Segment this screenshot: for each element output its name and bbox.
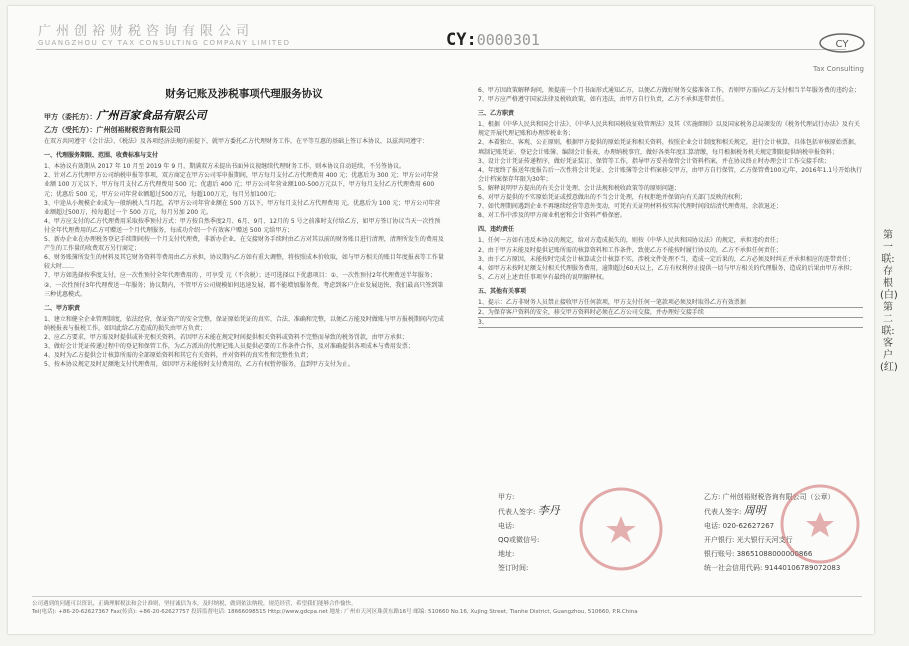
- clause-1-2: 2、针对乙方代理甲方公司纳税申报等事项，双方商定在甲方公司零申报期间，甲方每月支付乙方代理费用 400 元；优惠后为 300 元；甲方公司年营业额 100 万元以下，甲方每月支付乙方代理费用 500 元；优惠后 400 元；甲方公司年营业额100-500万元以下，甲方每月支付乙方代理费用 600 元；优惠后 500 元，甲方公司年营业额超过500万元，每超100万元，每月另加100元；: [44, 172, 439, 198]
- party-b-sign-label: 乙方: 广州创裕财税咨询有限公司（公章）: [704, 493, 835, 501]
- clause-4-5: 5、乙方对上述责任事项享有最终的说明解释权。: [478, 273, 608, 281]
- party-a-sign-label: 甲方:: [498, 493, 515, 501]
- svg-text:CY: CY: [835, 39, 849, 50]
- left-column: [44, 90, 444, 369]
- clause-3-3: 3、设计会计凭证传递程序，做好凭证装订、保管等工作，指导甲方妥善保管会计资料档案，并在协议终止时办理会计工作交接手续；: [478, 157, 830, 165]
- right-column: [478, 86, 863, 328]
- copy-designation: 第一联:存根(白) 第二联:客户(红): [880, 230, 898, 373]
- clause-3-6: 6、对甲方提供的不实原始凭证或授意做出的不当会计处理，有权拒绝并保留向有关部门反映的权利；: [478, 194, 746, 202]
- party-b-phone: 电话: 020-62627267: [704, 522, 775, 530]
- party-a-signature: 李丹: [537, 504, 560, 517]
- company-logo-icon: [816, 32, 868, 54]
- party-a-red-seal-icon: [576, 484, 666, 574]
- company-name-en: GUANGZHOU CY TAX CONSULTING COMPANY LIMITED: [38, 39, 291, 47]
- clause-3-4: 4、年度终了报送年度报告后一次性将会计凭证、会计账簿等会计档案移交甲方，由甲方自行保管，乙方保管费100元/年，2016年1.1号开始执行会计档案保存年限为30年；: [478, 166, 863, 183]
- clause-1-5: 5、新办企业在办理税务登记手续期间按一个月支付代理费，非新办企业，在交接财务手续时由乙方对其以前的财务账目进行清理，清理所发生的费用及产生的工作量的收费双方另行商定；: [44, 236, 444, 253]
- serial-prefix: CY:: [446, 30, 477, 50]
- party-b-line: [44, 124, 444, 137]
- party-b-rep-text: 代表人签字:: [704, 508, 742, 516]
- section-2-title: 二、甲方职责: [44, 304, 81, 312]
- clause-3-8: 8、对工作中涉及的甲方商业机密和会计资料严格保密。: [478, 212, 626, 220]
- party-a-date-label: 签订时间:: [498, 564, 529, 572]
- document-title: 财务记账及涉税事项代理服务协议: [165, 88, 323, 100]
- clause-5-1: 1、提示：乙方非财务人员禁止接收甲方任何款项，甲方支付任何一笔款项必须及时取得乙方有效票据: [478, 298, 863, 308]
- party-b-bank: 开户银行: 光大银行天河支行: [704, 536, 793, 544]
- party-a-phone-label: 电话:: [498, 522, 515, 530]
- section-1-title: 一、代理服务期限、范围、收费标准与支付: [44, 152, 159, 160]
- clause-2-5: 5、按本协议规定及时足额地支付代理费用，如因甲方未能按时支付费用的，乙方有权暂停服务，直到甲方支付为止。: [44, 361, 354, 369]
- clause-4-4: 4、如甲方未按时足额支付相关代理服务费用，逾期超过60天以上，乙方有权利停止提供一切与甲方相关的代理服务，造成的后果由甲方承担；: [478, 264, 856, 272]
- party-b-red-seal-icon: [778, 482, 862, 566]
- section-4-title: 四、违约责任: [478, 226, 515, 234]
- clause-2-6: 6、甲方因政策解释询问，须提前一个月书面形式通知乙方，以便乙方做好财务交接准备工作，否则甲方需向乙方支付相当半年服务费的违约金；: [478, 87, 860, 94]
- party-b-tax-id: 统一社会信用代码: 91440106789072083: [704, 564, 841, 572]
- company-name-cn: 广州创裕财税咨询有限公司: [38, 24, 255, 39]
- intro-paragraph: 在双方共同遵守《会计法》、《税法》及各项经济法规的前提下，就甲方委托乙方代理财务工作，在平等互惠的基础上签订本协议，以兹共同遵守：: [44, 138, 429, 146]
- footer: [32, 596, 862, 616]
- party-b-name: 广州创裕财税咨询有限公司: [96, 126, 181, 135]
- footer-contact: Tel(电话): +86-20-62627367 Fax(传真): +86-20-62627757 投诉监督电话: 18666098515 Http://www.gdcpa.net 地址: 广州市天河区珠黄东路16号 邮编: 510660 No.16, Xujing Street, Tianhe District, Guangzhou, 510660, P.R.China: [32, 609, 638, 615]
- clause-3-5: 5、解释说明甲方提出的有关会计处理、会计法规和税收政策等的原则问题；: [478, 184, 680, 192]
- clause-3-2: 2、本着独立、客观、公正原则，根据甲方提供的原始凭证和相关资料，按照企业会计制度和相关规定，进行会计核算，具体包括审核原始票据、填制记账凭证、登记会计账簿、编制会计报表，办理纳税事宜，做好各类年度汇算清缴，每月根据税务机关规定期限提供纳税申报资料；: [478, 139, 860, 156]
- section-3-title: 三、乙方职责: [478, 110, 515, 118]
- clause-4-2: 2、由于甲方未能及时提供记账所需的核算资料和工作条件，致使乙方不能按时履行协议的，乙方不承担任何责任；: [478, 246, 782, 254]
- clause-2-3: 3、做好会计凭证传递过程中的登记和保管工作，为乙方派出的代理记账人员提供必要的工作条件合作，及对准确提供各项成本与费用发票；: [44, 343, 414, 351]
- clause-5-2: 2、为保存客户资料的安全，移交甲方资料时必须在乙方公司交接，并办理好交接手续: [478, 308, 863, 318]
- party-a-line: [44, 109, 444, 124]
- clause-4-1: 1、任何一方如有违反本协议的规定，给对方造成损失的，则按《中华人民共和国协议法》的规定，承担违约责任；: [478, 237, 782, 245]
- party-a-address-label: 地址:: [498, 550, 515, 558]
- agreement-sheet: [8, 6, 874, 634]
- party-a-name: 广州百家食品有限公司: [96, 109, 207, 123]
- clause-2-1: 1、建立和健全企业管理制度，依法经营，保证资产的安全完整，保证原始凭证的真实、合法、准确和完整，以便乙方能及时做账与甲方报税期间内完成纳税报表与报税工作，如因此给乙方造成的损失由甲方负责；: [44, 315, 444, 332]
- clause-3-1: 1、根据《中华人民共和国会计法》、《中华人民共和国税收征收管理法》及其《实施细则》以及国家税务总局颁发的《税务代理试行办法》及有关规定开展代理记账和办理涉税业务；: [478, 121, 860, 138]
- clause-1-7: 7、甲方如选择按季度支付，应一次性预付全年代理费用的 ，可享受 元（不含税）；还可选择以下优惠项目：①、一次性预付2年代理费送半年服务；②、一次性预付3年代理费送一年服务；协议期内，不管甲方公司规模如何迅速发展，都不能增加服务费。考虑到客户企业发展迅快，我们最高只签到第三种优惠模式。: [44, 272, 444, 298]
- party-b-label: 乙方（受托方）：: [44, 126, 97, 135]
- clause-2-2: 2、应乙方要求，甲方需及时提供或补充相关资料，若因甲方未能在规定时间提供相关资料或资料不完整而导致的税务罚款，由甲方承担；: [44, 333, 408, 341]
- clause-1-1: 1、本协议有效期从 2017 年 10 月至 2019 年 9 月，期满双方未提出书面异议视继续代理财务工作，则本协议自动延续，不另签协议。: [44, 163, 406, 171]
- clause-3-7: 7、如代理期间遇到企业不再继续经营等意外变动，可凭有关证明材料按实际代理时间段结清代理费用，余款退还；: [478, 203, 782, 211]
- party-a-qq-label: QQ或微信号:: [498, 536, 540, 544]
- clause-1-6: 6、财务账簿所发生的材料及其它财务资料等费用由乙方承担，协议期内乙方如有重大调整，将按照成本价收取，如与甲方相关的账目年度报表等工作量较大时……: [44, 254, 444, 271]
- serial-digits: 0000301: [476, 31, 540, 49]
- footer-note: 公司遇到的问题可以资讯，正确理解税法和会计准则，坚持诚信为本，及时纳税，做到依法纳税，规范经营，希望我们能够合作愉快。: [32, 601, 357, 607]
- serial-number: [446, 30, 540, 50]
- party-a-label: 甲方（委托方）：: [44, 113, 97, 122]
- party-b-signature: 周明: [743, 504, 766, 517]
- party-b-account: 银行账号: 38651088000000866: [704, 550, 813, 558]
- party-a-rep-text: 代表人签字:: [498, 508, 536, 516]
- clause-2-7: 7、甲方应严格遵守国家法律及税收政策，如有违法，由甲方自行负责，乙方不承担连带责任。: [478, 96, 728, 104]
- clause-5-3: 3、: [478, 318, 863, 328]
- clause-1-3: 3、中途从小规模企业成为一般纳税人当月起，若甲方公司年营业额在 500 万以下，甲方每月支付乙方代理费用 元，优惠后为 100 元；甲方公司年营业额超过500万，按每超过一个 500 万元，每月另加 200 元。: [44, 199, 441, 216]
- header-divider: [36, 49, 846, 50]
- clause-1-4: 4、甲方应支付的乙方代理费用采取按季预付方式：甲方按自然季度2月、6月、9月、12月的 5 号之前准时支付给乙方，如甲方签订协议当天一次性预付全年代理费用的乙方可赠送一个月代理服务，每成功介绍一个有效客户赠送 500 元给甲方；: [44, 217, 441, 234]
- clause-4-3: 3、由于乙方原因，未能按时完成会计核算或会计核算不实，涉税文件处理不当，造成一定后果的，乙方必须及时纠正并承担相应的连带责任；: [478, 255, 854, 263]
- clause-2-4: 4、及时为乙方提供会计核算所需的全部原始资料和其它有关资料，并对资料的真实性和完整性负责；: [44, 352, 312, 360]
- logo-caption: Tax Consulting: [813, 65, 864, 73]
- section-5-title: 五、其他有关事项: [478, 287, 527, 295]
